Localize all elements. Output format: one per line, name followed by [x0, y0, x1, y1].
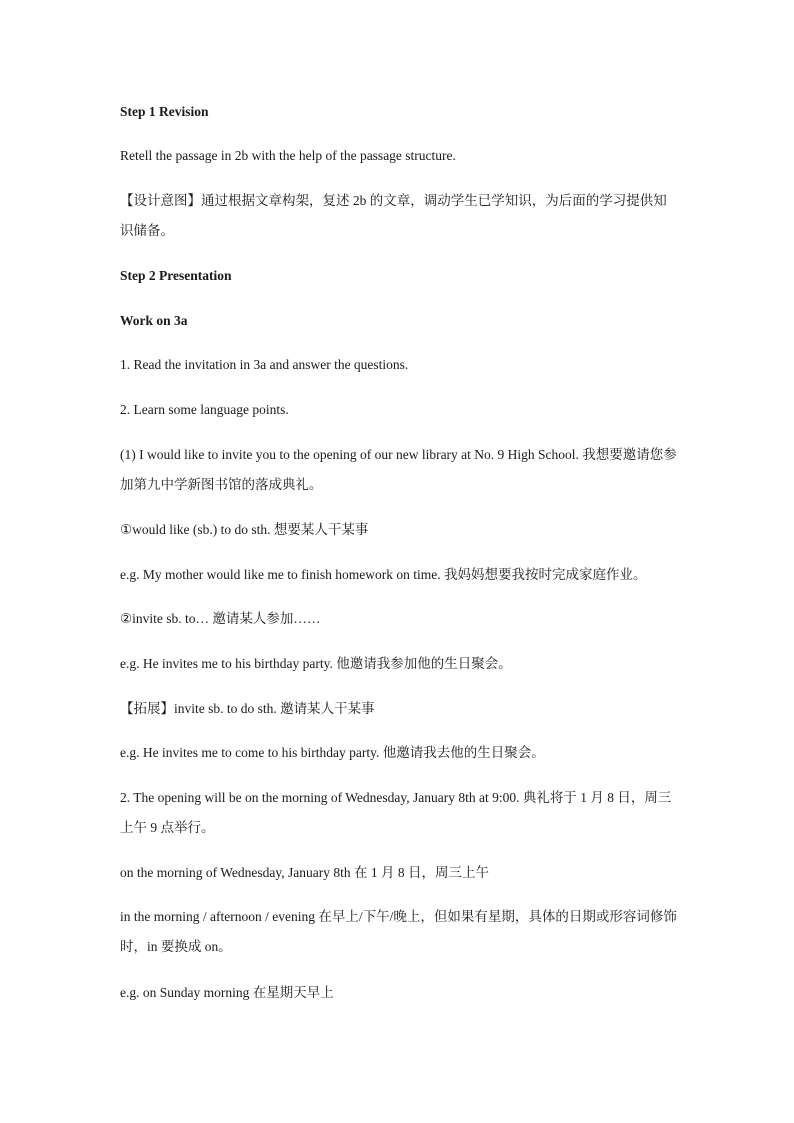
example-1: e.g. My mother would like me to finish homework on time. 我妈妈想要我按时完成家庭作业。	[120, 567, 647, 582]
phrase-2: ②invite sb. to… 邀请某人参加……	[120, 611, 321, 626]
step1-heading: Step 1 Revision	[120, 104, 209, 119]
work-heading: Work on 3a	[120, 313, 188, 328]
design-intent: 【设计意图】通过根据文章构架，复述 2b 的文章，调动学生已学知识，为后面的学习提供知识储备。	[120, 193, 667, 238]
phrase-3: on the morning of Wednesday, January 8th 在 1 月 8 日，周三上午	[120, 865, 489, 880]
usage-note: in the morning / afternoon / evening 在早上/下午/晚上，但如果有星期，具体的日期或形容词修饰时，in 要换成 on。	[120, 909, 677, 954]
extend-note: 【拓展】invite sb. to do sth. 邀请某人干某事	[120, 701, 375, 716]
phrase-1: ①would like (sb.) to do sth. 想要某人干某事	[120, 522, 369, 537]
example-2: e.g. He invites me to his birthday party. 他邀请我参加他的生日聚会。	[120, 656, 512, 671]
item-1: 1. Read the invitation in 3a and answer the questions.	[120, 357, 409, 372]
step1-text: Retell the passage in 2b with the help of the passage structure.	[120, 148, 456, 163]
step2-heading: Step 2 Presentation	[120, 268, 232, 283]
example-4: e.g. on Sunday morning 在星期天早上	[120, 985, 334, 1000]
language-point-2: 2. The opening will be on the morning of Wednesday, January 8th at 9:00. 典礼将于 1 月 8 日，周三上午 9 点举行。	[120, 790, 672, 835]
language-point-1: (1) I would like to invite you to the opening of our new library at No. 9 High School. 我想要邀请您参加第九中学新图书馆的落成典礼。	[120, 447, 677, 492]
item-2: 2. Learn some language points.	[120, 402, 289, 417]
example-3: e.g. He invites me to come to his birthday party. 他邀请我去他的生日聚会。	[120, 745, 545, 760]
